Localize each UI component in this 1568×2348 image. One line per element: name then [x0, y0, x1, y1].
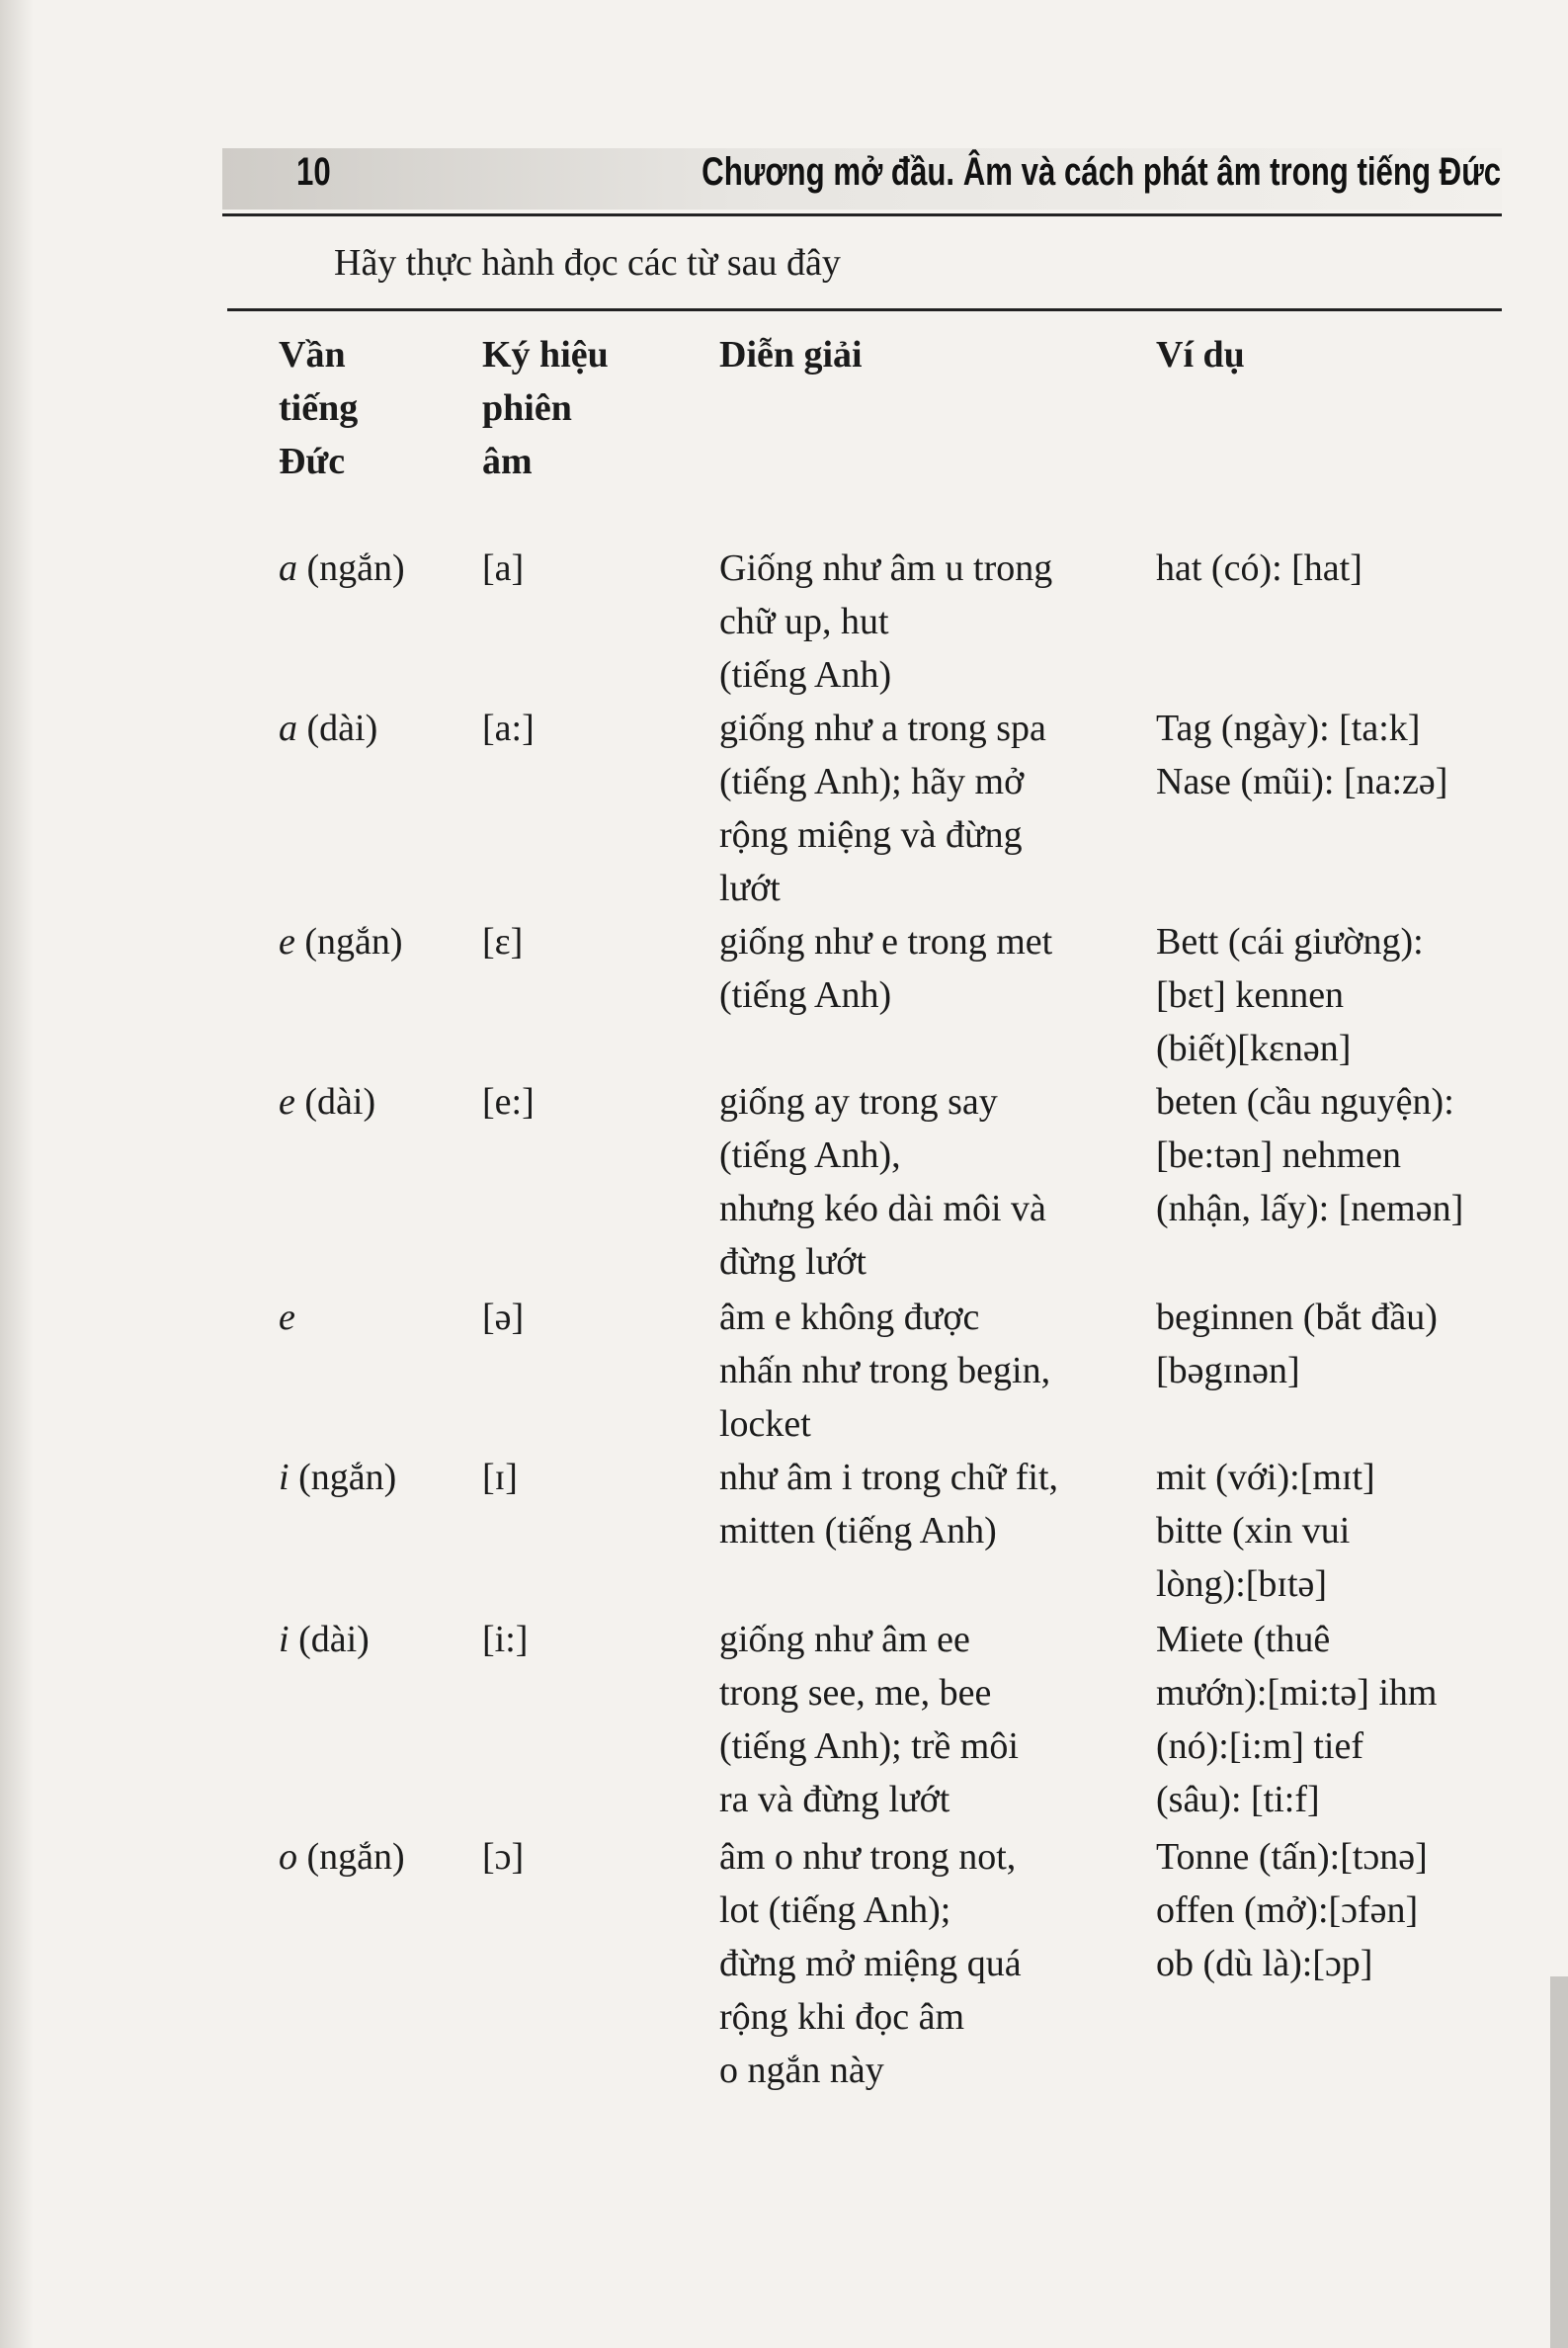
cell-line: mit (với):[mɪt]	[1156, 1457, 1375, 1498]
header-example: Ví dụ	[1156, 334, 1245, 376]
cell-line: beten (cầu nguyện):	[1156, 1081, 1454, 1123]
row-symbol: [ɔ]	[482, 1836, 525, 1878]
cell-line: đừng lướt	[719, 1241, 867, 1283]
cell-line: giống ay trong say	[719, 1081, 998, 1123]
cell-line: Đức	[279, 441, 346, 482]
row-example	[1156, 542, 1507, 595]
row-vowel	[279, 1830, 405, 1884]
header-symbol	[482, 328, 609, 488]
row-symbol: [a:]	[482, 708, 535, 749]
cell-line: Tag (ngày): [ta:k]	[1156, 708, 1421, 749]
cell-line: e	[279, 1081, 295, 1123]
cell-line: (tiếng Anh); trề môi	[719, 1725, 1019, 1767]
cell-line: ra và đừng lướt	[719, 1779, 950, 1820]
cell-line: trong see, me, bee	[719, 1672, 992, 1714]
cell-line: nhưng kéo dài môi và	[719, 1188, 1046, 1229]
row-symbol: [ə]	[482, 1297, 525, 1338]
cell-line: lướt	[719, 868, 781, 909]
cell-line: như âm i trong chữ fit,	[719, 1457, 1059, 1498]
row-vowel	[279, 1291, 295, 1344]
cell-line: e	[279, 1297, 295, 1338]
chapter-title: Chương mở đầu. Âm và cách phát âm trong tiếng Đức	[701, 150, 1501, 194]
cell-line: nhấn như trong begin,	[719, 1350, 1051, 1391]
cell-line: (nó):[i:m] tief	[1156, 1725, 1363, 1767]
cell-line: tiếng	[279, 387, 359, 429]
cell-line: Miete (thuê	[1156, 1619, 1331, 1660]
cell-line: Giống như âm u trong	[719, 547, 1053, 589]
cell-line: phiên	[482, 387, 572, 429]
cell-line: Bett (cái giường):	[1156, 921, 1424, 963]
cell-line: (tiếng Anh); hãy mở	[719, 761, 1025, 802]
page-edge-tab	[1550, 1976, 1568, 2348]
row-vowel	[279, 1075, 375, 1129]
cell-line: offen (mở):[ɔfən]	[1156, 1889, 1419, 1931]
cell-line: (dài)	[294, 1081, 376, 1123]
cell-line: bitte (xin vui	[1156, 1510, 1351, 1551]
row-symbol: [i:]	[482, 1619, 529, 1660]
row-description	[719, 1075, 1134, 1289]
row-vowel	[279, 1613, 370, 1666]
cell-line: lòng):[bɪtə]	[1156, 1563, 1328, 1605]
cell-line: (ngắn)	[289, 1457, 397, 1498]
cell-line: (ngắn)	[294, 921, 403, 963]
cell-line: o	[279, 1836, 297, 1878]
table-top-rule	[227, 308, 1502, 311]
header-description: Diễn giải	[719, 334, 863, 376]
cell-line: locket	[719, 1403, 811, 1445]
cell-line: e	[279, 921, 295, 963]
cell-line: Ký hiệu	[482, 334, 609, 376]
row-example	[1156, 1830, 1507, 1990]
cell-line: (ngắn)	[297, 1836, 405, 1878]
cell-line: (nhận, lấy): [nemən]	[1156, 1188, 1464, 1229]
cell-line: a	[279, 547, 297, 589]
cell-line: i	[279, 1457, 289, 1498]
cell-line: beginnen (bắt đầu)	[1156, 1297, 1438, 1338]
cell-line: a	[279, 708, 297, 749]
row-example	[1156, 1451, 1507, 1611]
cell-line: o ngắn này	[719, 2050, 884, 2091]
row-vowel	[279, 542, 405, 595]
cell-line: âm	[482, 441, 533, 482]
cell-line: (tiếng Anh),	[719, 1134, 901, 1176]
cell-line: rộng khi đọc âm	[719, 1996, 965, 2038]
row-description	[719, 542, 1134, 702]
cell-line: giống như a trong spa	[719, 708, 1046, 749]
row-example	[1156, 1291, 1507, 1397]
cell-line: (biết)[kɛnən]	[1156, 1028, 1352, 1069]
row-description	[719, 1291, 1134, 1451]
row-description	[719, 1830, 1134, 2097]
row-vowel	[279, 702, 377, 755]
cell-line: (tiếng Anh)	[719, 654, 892, 696]
cell-line: Tonne (tấn):[tɔnə]	[1156, 1836, 1428, 1878]
row-example	[1156, 915, 1507, 1075]
header-vowel	[279, 328, 358, 488]
row-symbol: [ɪ]	[482, 1457, 518, 1498]
cell-line: hat (có): [hat]	[1156, 547, 1362, 589]
cell-line: Nase (mũi): [na:zə]	[1156, 761, 1448, 802]
cell-line: [bəgɪnən]	[1156, 1350, 1300, 1391]
row-symbol: [a]	[482, 547, 525, 589]
cell-line: giống như âm ee	[719, 1619, 970, 1660]
cell-line: chữ up, hut	[719, 601, 889, 642]
row-description	[719, 1451, 1134, 1557]
page-edge-shadow	[0, 0, 34, 2348]
row-description	[719, 702, 1134, 915]
cell-line: giống như e trong met	[719, 921, 1053, 963]
cell-line: i	[279, 1619, 289, 1660]
cell-line: (dài)	[297, 708, 378, 749]
cell-line: đừng mở miệng quá	[719, 1943, 1022, 1984]
cell-line: [be:tən] nehmen	[1156, 1134, 1401, 1176]
header-rule	[222, 213, 1502, 216]
cell-line: (dài)	[289, 1619, 370, 1660]
row-example	[1156, 1613, 1507, 1826]
cell-line: lot (tiếng Anh);	[719, 1889, 951, 1931]
row-vowel	[279, 1451, 396, 1504]
row-example	[1156, 702, 1507, 808]
cell-line: [bɛt] kennen	[1156, 974, 1345, 1016]
cell-line: rộng miệng và đừng	[719, 814, 1023, 856]
row-vowel	[279, 915, 403, 968]
cell-line: mitten (tiếng Anh)	[719, 1510, 997, 1551]
row-description	[719, 915, 1134, 1022]
row-symbol: [e:]	[482, 1081, 535, 1123]
row-description	[719, 1613, 1134, 1826]
intro-text: Hãy thực hành đọc các từ sau đây	[334, 242, 841, 284]
cell-line: âm o như trong not,	[719, 1836, 1017, 1878]
cell-line: (sâu): [ti:f]	[1156, 1779, 1320, 1820]
cell-line: (tiếng Anh)	[719, 974, 892, 1016]
page-number: 10	[296, 150, 331, 194]
cell-line: âm e không được	[719, 1297, 980, 1338]
cell-line: (ngắn)	[297, 547, 405, 589]
cell-line: ob (dù là):[ɔp]	[1156, 1943, 1373, 1984]
cell-line: Vần	[279, 334, 346, 376]
row-symbol: [ɛ]	[482, 921, 524, 963]
row-example	[1156, 1075, 1507, 1235]
cell-line: mướn):[mi:tə] ihm	[1156, 1672, 1438, 1714]
